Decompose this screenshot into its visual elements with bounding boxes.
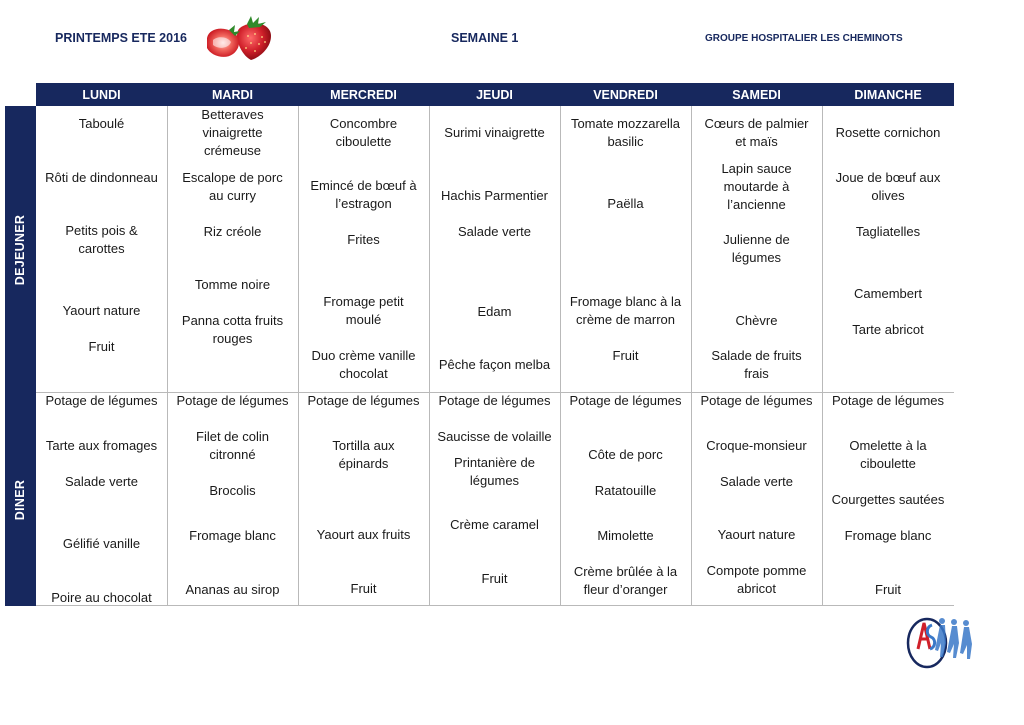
menu-item: Croque-monsieur — [706, 438, 807, 453]
day-header-jeudi: JEUDI — [476, 87, 513, 102]
dejeuner-lundi — [36, 115, 167, 356]
hospital-group-logo — [902, 613, 978, 671]
dejeuner-jeudi — [429, 124, 560, 374]
week-label: SEMAINE 1 — [451, 31, 519, 45]
day-header-dimanche: DIMANCHE — [854, 87, 922, 102]
day-header-mardi: MARDI — [212, 87, 253, 102]
dejeuner-dimanche — [822, 124, 954, 339]
menu-season-title: PRINTEMPS ETE 2016 — [55, 31, 187, 45]
menu-item: Salade de fruits — [711, 348, 802, 363]
menu-item: Emincé de bœuf à — [310, 178, 417, 193]
menu-item: au curry — [209, 188, 256, 203]
menu-item: Potage de légumes — [176, 393, 289, 408]
menu-item: Hachis Parmentier — [441, 188, 548, 203]
day-header-lundi: LUNDI — [82, 87, 121, 102]
menu-item: Potage de légumes — [569, 393, 682, 408]
menu-item: Yaourt aux fruits — [316, 527, 411, 542]
menu-item: Julienne de — [723, 232, 790, 247]
menu-item: Potage de légumes — [45, 393, 158, 408]
diner-samedi — [691, 392, 822, 598]
menu-item: Poire au chocolat — [51, 590, 152, 605]
menu-item: abricot — [736, 581, 777, 596]
menu-item: Paëlla — [607, 196, 644, 211]
menu-item: Surimi vinaigrette — [444, 125, 545, 140]
menu-item: Rôti de dindonneau — [45, 170, 158, 185]
menu-item: Ananas au sirop — [185, 582, 280, 597]
menu-item: Fruit — [481, 571, 508, 586]
dejeuner-mardi — [167, 106, 298, 348]
menu-item: chocolat — [339, 366, 388, 381]
menu-item: Duo crème vanille — [311, 348, 416, 363]
menu-item: carottes — [78, 241, 125, 256]
menu-item: Printanière de — [454, 455, 535, 470]
menu-item: Tarte aux fromages — [45, 438, 158, 453]
menu-item: Mimolette — [597, 528, 654, 543]
menu-item: Courgettes sautées — [831, 492, 945, 507]
menu-item: rouges — [212, 331, 253, 346]
menu-item: Compote pomme — [706, 563, 807, 578]
menu-item: moulé — [345, 312, 382, 327]
menu-item: Potage de légumes — [700, 393, 813, 408]
menu-item: Salade verte — [458, 224, 531, 239]
menu-item: ciboulette — [860, 456, 916, 471]
menu-item: Tarte abricot — [852, 322, 924, 337]
menu-item: Escalope de porc — [182, 170, 283, 185]
menu-item: Tomate mozzarella — [570, 116, 681, 131]
menu-item: Tomme noire — [194, 277, 271, 292]
dejeuner-mercredi — [298, 115, 429, 383]
menu-item: Fromage blanc — [189, 528, 276, 543]
menu-item: Petits pois & — [65, 223, 138, 238]
menu-item: l’estragon — [335, 196, 392, 211]
diner-dimanche — [822, 392, 954, 599]
menu-item: Fruit — [88, 339, 115, 354]
day-header-row — [36, 83, 954, 106]
menu-item: Saucisse de volaille — [437, 429, 552, 444]
menu-item: Concombre — [329, 116, 398, 131]
day-header-samedi: SAMEDI — [732, 87, 781, 102]
menu-item: Fruit — [350, 581, 377, 596]
menu-item: Fruit — [612, 348, 639, 363]
diner-mardi — [167, 392, 298, 599]
section-label-diner-text: DINER — [13, 479, 28, 520]
menu-item: Crème caramel — [450, 517, 539, 532]
section-label-diner — [5, 393, 36, 606]
menu-item: Cœurs de palmier — [704, 116, 809, 131]
diner-vendredi — [560, 392, 691, 599]
menu-item: Omelette à la — [849, 438, 927, 453]
section-label-dejeuner-text: DEJEUNER — [13, 214, 28, 285]
menu-item: citronné — [209, 447, 256, 462]
menu-item: Chèvre — [735, 313, 778, 328]
menu-item: Fromage petit — [323, 294, 404, 309]
diner-jeudi — [429, 392, 560, 588]
menu-item: vinaigrette — [202, 125, 263, 140]
menu-item: Panna cotta fruits — [181, 313, 284, 328]
menu-item: Salade verte — [720, 474, 793, 489]
menu-item: fleur d’oranger — [583, 582, 668, 597]
menu-item: Ratatouille — [594, 483, 657, 498]
diner-mercredi — [298, 392, 429, 598]
day-header-mercredi: MERCREDI — [330, 87, 397, 102]
menu-item: Lapin sauce — [721, 161, 792, 176]
menu-item: Frites — [347, 232, 380, 247]
menu-item: olives — [871, 188, 905, 203]
menu-item: Crème brûlée à la — [573, 564, 678, 579]
menu-item: Fromage blanc à la — [569, 294, 682, 309]
menu-item: l’ancienne — [727, 197, 786, 212]
menu-item: légumes — [469, 473, 520, 488]
menu-item: Côte de porc — [588, 447, 663, 462]
menu-item: Tagliatelles — [855, 224, 921, 239]
menu-item: Potage de légumes — [831, 393, 945, 408]
diner-lundi — [36, 392, 167, 607]
section-label-dejeuner — [5, 106, 36, 393]
menu-item: basilic — [607, 134, 644, 149]
menu-item: Rosette cornichon — [835, 125, 941, 140]
menu-item: Filet de colin — [196, 429, 269, 444]
menu-item: Fromage blanc — [844, 528, 932, 543]
menu-item: Yaourt nature — [717, 527, 796, 542]
dejeuner-vendredi — [560, 115, 691, 365]
menu-item: et maïs — [735, 134, 778, 149]
hospital-group-name: GROUPE HOSPITALIER LES CHEMINOTS — [705, 33, 903, 44]
day-header-vendredi: VENDREDI — [593, 87, 658, 102]
menu-item: Gélifié vanille — [62, 536, 141, 551]
menu-item: crème de marron — [576, 312, 675, 327]
menu-item: Salade verte — [65, 474, 138, 489]
menu-grid — [36, 106, 954, 606]
dejeuner-samedi — [691, 115, 822, 383]
menu-item: Brocolis — [209, 483, 256, 498]
menu-item: Edam — [477, 304, 512, 319]
menu-item: Riz créole — [203, 224, 262, 239]
menu-item: moutarde à — [723, 179, 790, 194]
menu-item: frais — [744, 366, 769, 381]
menu-item: Yaourt nature — [62, 303, 141, 318]
menu-item: ciboulette — [335, 134, 392, 149]
menu-item: Pêche façon melba — [438, 357, 551, 372]
menu-item: épinards — [338, 456, 389, 471]
strawberry-icon — [203, 12, 275, 64]
menu-item: Tortilla aux — [332, 438, 395, 453]
menu-item: Taboulé — [78, 116, 125, 131]
menu-item: Betteraves — [201, 107, 264, 122]
menu-item: crémeuse — [203, 143, 262, 158]
table-bottom-line — [36, 605, 954, 606]
menu-item: Potage de légumes — [307, 393, 420, 408]
menu-item: légumes — [731, 250, 782, 265]
menu-item: Joue de bœuf aux — [835, 170, 941, 185]
menu-item: Camembert — [854, 286, 922, 301]
menu-item: Fruit — [875, 582, 901, 597]
menu-item: Potage de légumes — [438, 393, 551, 408]
